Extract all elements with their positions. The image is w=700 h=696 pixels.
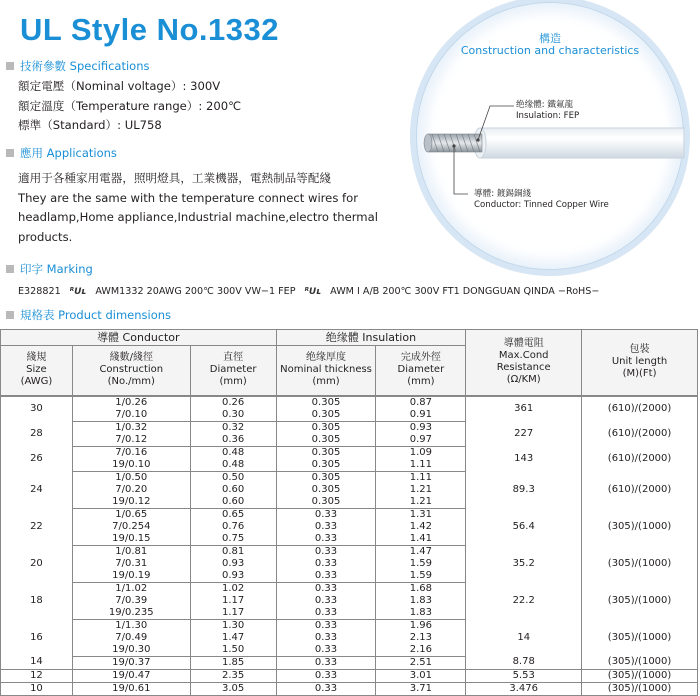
table-row-group <box>1 545 698 582</box>
cell-diameter: 1.50 <box>190 644 276 657</box>
insulation-label-en: Insulation: FEP <box>516 111 580 121</box>
application-lines <box>18 169 378 247</box>
section-marking <box>6 261 93 277</box>
cell-resistance: 227 <box>466 421 582 446</box>
cell-thickness: 0.305 <box>276 421 376 434</box>
bullet-square-icon <box>6 265 14 273</box>
cell-thickness: 0.33 <box>276 508 376 521</box>
cell-diameter: 0.81 <box>190 545 276 558</box>
cell-construction: 7/0.254 <box>72 521 190 533</box>
group-conductor: 導體 Conductor <box>1 330 277 346</box>
section-heading: 技術參數 Specifications <box>20 59 150 73</box>
table-row <box>1 446 698 459</box>
header-line: Construction <box>99 364 164 376</box>
cell-resistance: 143 <box>466 446 582 471</box>
cell-construction: 7/0.20 <box>72 484 190 496</box>
application-line: headlamp,Home appliance,Industrial machine,electro thermal <box>18 210 378 224</box>
cell-diameter: 2.35 <box>190 669 276 682</box>
cell-outer-diameter: 0.91 <box>376 409 466 422</box>
cell-diameter: 0.26 <box>190 396 276 409</box>
cell-construction: 19/0.19 <box>72 570 190 583</box>
application-line: They are the same with the temperature connect wires for <box>18 190 358 205</box>
cell-awg: 24 <box>1 471 73 508</box>
cell-awg: 12 <box>1 669 73 682</box>
cell-diameter: 0.60 <box>190 484 276 496</box>
header-thickness <box>276 346 376 396</box>
table-row <box>1 669 698 682</box>
dimensions-table <box>0 329 698 696</box>
header-line: 直徑 <box>223 352 244 364</box>
cell-resistance: 361 <box>466 396 582 422</box>
header-line: Unit length <box>611 356 668 368</box>
cell-diameter: 0.30 <box>190 409 276 422</box>
header-line: 包裝 <box>629 344 650 356</box>
header-line: (mm) <box>312 376 340 388</box>
cell-construction: 1/0.65 <box>72 508 190 521</box>
cell-thickness: 0.33 <box>276 619 376 632</box>
marking-code: E328821 <box>18 286 61 297</box>
cell-diameter: 1.02 <box>190 582 276 595</box>
spec-voltage: 額定電壓（Nominal voltage）: 300V <box>18 79 221 93</box>
cell-diameter: 0.48 <box>190 446 276 459</box>
cell-thickness: 0.305 <box>276 471 376 484</box>
cell-construction: 19/0.30 <box>72 644 190 657</box>
cell-thickness: 0.33 <box>276 632 376 644</box>
conductor-label-en: Conductor: Tinned Copper Wire <box>474 200 609 210</box>
header-resistance <box>466 330 582 396</box>
cell-outer-diameter: 2.13 <box>376 632 466 644</box>
cell-construction: 19/0.15 <box>72 533 190 546</box>
cell-thickness: 0.33 <box>276 644 376 657</box>
cell-construction: 7/0.16 <box>72 446 190 459</box>
cell-thickness: 0.33 <box>276 570 376 583</box>
cell-thickness: 0.33 <box>276 682 376 695</box>
cell-thickness: 0.33 <box>276 582 376 595</box>
cell-unit-length: (305)/(1000) <box>582 682 698 695</box>
section-specifications <box>6 58 149 74</box>
cell-awg: 16 <box>1 619 73 656</box>
wire-illustration <box>416 2 684 270</box>
cell-outer-diameter: 1.68 <box>376 582 466 595</box>
header-line: (No./mm) <box>107 376 155 388</box>
table-row-group <box>1 669 698 682</box>
cell-unit-length: (305)/(1000) <box>582 508 698 545</box>
cell-resistance: 35.2 <box>466 545 582 582</box>
header-construction <box>72 346 190 396</box>
header-outer-diameter <box>376 346 466 396</box>
construction-title-cn: 構造 <box>539 32 561 45</box>
cell-outer-diameter: 1.41 <box>376 533 466 546</box>
table-row-group <box>1 619 698 656</box>
marking-text-1: AWM1332 20AWG 200℃ 300V VW−1 FEP <box>95 286 296 297</box>
cell-thickness: 0.33 <box>276 545 376 558</box>
header-line: 綫數/綫徑 <box>109 352 153 364</box>
cell-diameter: 0.60 <box>190 496 276 509</box>
cell-unit-length: (305)/(1000) <box>582 656 698 669</box>
cell-diameter: 0.76 <box>190 521 276 533</box>
cell-diameter: 0.93 <box>190 558 276 570</box>
cell-outer-diameter: 1.11 <box>376 471 466 484</box>
header-diameter <box>190 346 276 396</box>
cell-resistance: 3.476 <box>466 682 582 695</box>
cell-resistance: 56.4 <box>466 508 582 545</box>
cell-resistance: 22.2 <box>466 582 582 619</box>
cell-construction: 19/0.235 <box>72 607 190 620</box>
header-line: (mm) <box>219 376 247 388</box>
cell-resistance: 5.53 <box>466 669 582 682</box>
section-heading: 規格表 Product dimensions <box>20 308 172 322</box>
cell-construction: 19/0.61 <box>72 682 190 695</box>
cell-unit-length: (610)/(2000) <box>582 396 698 422</box>
spec-lines <box>18 77 241 136</box>
table-row-group <box>1 446 698 471</box>
header-line: 绝缘厚度 <box>306 352 346 364</box>
application-line: products. <box>18 229 73 244</box>
cell-thickness: 0.305 <box>276 484 376 496</box>
cell-thickness: 0.305 <box>276 446 376 459</box>
table-row <box>1 656 698 669</box>
cell-outer-diameter: 0.97 <box>376 434 466 447</box>
cell-diameter: 0.48 <box>190 459 276 472</box>
cell-thickness: 0.33 <box>276 521 376 533</box>
cell-awg: 28 <box>1 421 73 446</box>
section-dimensions <box>6 307 171 323</box>
cell-outer-diameter: 1.21 <box>376 496 466 509</box>
bullet-square-icon <box>6 62 14 70</box>
cell-thickness: 0.305 <box>276 496 376 509</box>
section-heading: 應用 Applications <box>20 146 117 160</box>
table-row-group <box>1 471 698 508</box>
cell-outer-diameter: 1.42 <box>376 521 466 533</box>
cell-construction: 1/0.32 <box>72 421 190 434</box>
cell-thickness: 0.33 <box>276 533 376 546</box>
cell-outer-diameter: 1.83 <box>376 607 466 620</box>
table-row <box>1 545 698 558</box>
page-title: UL Style No.1332 <box>20 12 279 47</box>
table-row-group <box>1 682 698 695</box>
insulation-label-cn: 绝缘體: 鐵氟龍 <box>516 100 574 110</box>
section-heading: 印字 Marking <box>20 262 93 276</box>
header-line: (M)(Ft) <box>622 368 657 380</box>
header-line: 導體電阻 <box>503 338 544 350</box>
application-line: 適用于各種家用電器，照明燈具，工業機器，電熱制品等配綫 <box>18 171 332 185</box>
table-row <box>1 396 698 409</box>
table-row-group <box>1 508 698 545</box>
header-line: (Ω/KM) <box>506 374 541 386</box>
header-line: Size <box>26 364 47 376</box>
cell-thickness: 0.305 <box>276 409 376 422</box>
cell-construction: 1/0.26 <box>72 396 190 409</box>
table-row-group <box>1 582 698 619</box>
cell-unit-length: (610)/(2000) <box>582 471 698 508</box>
bullet-square-icon <box>6 149 14 157</box>
cell-outer-diameter: 1.96 <box>376 619 466 632</box>
cell-unit-length: (610)/(2000) <box>582 421 698 446</box>
cell-outer-diameter: 1.21 <box>376 484 466 496</box>
conductor-label-cn: 導體: 鍍錫銅綫 <box>474 189 532 199</box>
cell-awg: 22 <box>1 508 73 545</box>
marking-text <box>18 286 605 297</box>
table-row <box>1 582 698 595</box>
cell-construction: 1/1.30 <box>72 619 190 632</box>
cell-awg: 26 <box>1 446 73 471</box>
cell-thickness: 0.33 <box>276 595 376 607</box>
table-row-group <box>1 396 698 422</box>
header-line: 綫規 <box>26 352 47 364</box>
cell-diameter: 0.93 <box>190 570 276 583</box>
cell-outer-diameter: 2.51 <box>376 656 466 669</box>
cell-outer-diameter: 1.47 <box>376 545 466 558</box>
cell-thickness: 0.33 <box>276 669 376 682</box>
insulation-callout <box>516 100 579 122</box>
cell-construction: 7/0.49 <box>72 632 190 644</box>
header-line: Resistance <box>496 362 551 374</box>
table-row-group <box>1 421 698 446</box>
cell-resistance: 8.78 <box>466 656 582 669</box>
cell-outer-diameter: 1.11 <box>376 459 466 472</box>
cell-outer-diameter: 1.59 <box>376 570 466 583</box>
spec-standard: 標準（Standard）: UL758 <box>18 118 162 132</box>
cell-awg: 10 <box>1 682 73 695</box>
marking-text-2: AWM I A/B 200℃ 300V FT1 DONGGUAN QINDA −RoHS− <box>330 286 600 297</box>
cell-awg: 30 <box>1 396 73 422</box>
header-line: (AWG) <box>20 376 53 388</box>
header-line: 完成外徑 <box>400 352 441 364</box>
cell-thickness: 0.33 <box>276 656 376 669</box>
ul-recognized-icon: ᴿUʟ <box>304 287 322 297</box>
cell-construction: 19/0.37 <box>72 656 190 669</box>
cell-construction: 7/0.12 <box>72 434 190 447</box>
header-line: Max.Cond <box>498 350 549 362</box>
cell-unit-length: (305)/(1000) <box>582 582 698 619</box>
cell-thickness: 0.305 <box>276 459 376 472</box>
cell-diameter: 1.17 <box>190 595 276 607</box>
table-row <box>1 471 698 484</box>
cell-construction: 19/0.12 <box>72 496 190 509</box>
cell-diameter: 0.36 <box>190 434 276 447</box>
spec-temperature: 額定溫度（Temperature range）: 200℃ <box>18 98 242 113</box>
table-row <box>1 682 698 695</box>
header-line: Nominal thickness <box>280 364 372 376</box>
cell-thickness: 0.33 <box>276 558 376 570</box>
section-applications <box>6 145 117 161</box>
header-line: (mm) <box>407 376 435 388</box>
cell-construction: 19/0.10 <box>72 459 190 472</box>
cell-construction: 1/0.50 <box>72 471 190 484</box>
table-row <box>1 421 698 434</box>
cell-outer-diameter: 2.16 <box>376 644 466 657</box>
cell-construction: 7/0.31 <box>72 558 190 570</box>
cell-diameter: 0.65 <box>190 508 276 521</box>
construction-title-en: Construction and characteristics <box>460 44 640 57</box>
header-unit-length <box>582 330 698 396</box>
table-row <box>1 508 698 521</box>
bullet-square-icon <box>6 311 14 319</box>
cell-diameter: 3.05 <box>190 682 276 695</box>
cell-resistance: 89.3 <box>466 471 582 508</box>
header-size <box>1 346 73 396</box>
cell-unit-length: (610)/(2000) <box>582 446 698 471</box>
cell-thickness: 0.305 <box>276 396 376 409</box>
cell-thickness: 0.305 <box>276 434 376 447</box>
header-line: Diameter <box>209 364 257 376</box>
cell-diameter: 1.17 <box>190 607 276 620</box>
cell-diameter: 1.85 <box>190 656 276 669</box>
cell-outer-diameter: 3.71 <box>376 682 466 695</box>
cell-construction: 7/0.10 <box>72 409 190 422</box>
cell-diameter: 0.75 <box>190 533 276 546</box>
table-row-group <box>1 656 698 669</box>
cell-outer-diameter: 1.83 <box>376 595 466 607</box>
conductor-callout <box>474 189 609 211</box>
cell-diameter: 0.32 <box>190 421 276 434</box>
group-insulation: 绝缘體 Insulation <box>276 330 466 346</box>
cell-unit-length: (305)/(1000) <box>582 619 698 656</box>
cell-awg: 14 <box>1 656 73 669</box>
header-line: Diameter <box>397 364 445 376</box>
cell-diameter: 1.30 <box>190 619 276 632</box>
cell-construction: 19/0.47 <box>72 669 190 682</box>
cell-construction: 1/1.02 <box>72 582 190 595</box>
cell-awg: 20 <box>1 545 73 582</box>
cell-unit-length: (305)/(1000) <box>582 669 698 682</box>
cell-diameter: 0.50 <box>190 471 276 484</box>
cell-outer-diameter: 3.01 <box>376 669 466 682</box>
cell-outer-diameter: 0.93 <box>376 421 466 434</box>
cell-outer-diameter: 1.31 <box>376 508 466 521</box>
cell-resistance: 14 <box>466 619 582 656</box>
cell-thickness: 0.33 <box>276 607 376 620</box>
cell-construction: 1/0.81 <box>72 545 190 558</box>
table-row <box>1 619 698 632</box>
cell-unit-length: (305)/(1000) <box>582 545 698 582</box>
cell-diameter: 1.47 <box>190 632 276 644</box>
cell-outer-diameter: 1.59 <box>376 558 466 570</box>
cell-outer-diameter: 0.87 <box>376 396 466 409</box>
ul-recognized-icon: ᴿUʟ <box>69 287 87 297</box>
cell-construction: 7/0.39 <box>72 595 190 607</box>
cell-outer-diameter: 1.09 <box>376 446 466 459</box>
cell-awg: 18 <box>1 582 73 619</box>
